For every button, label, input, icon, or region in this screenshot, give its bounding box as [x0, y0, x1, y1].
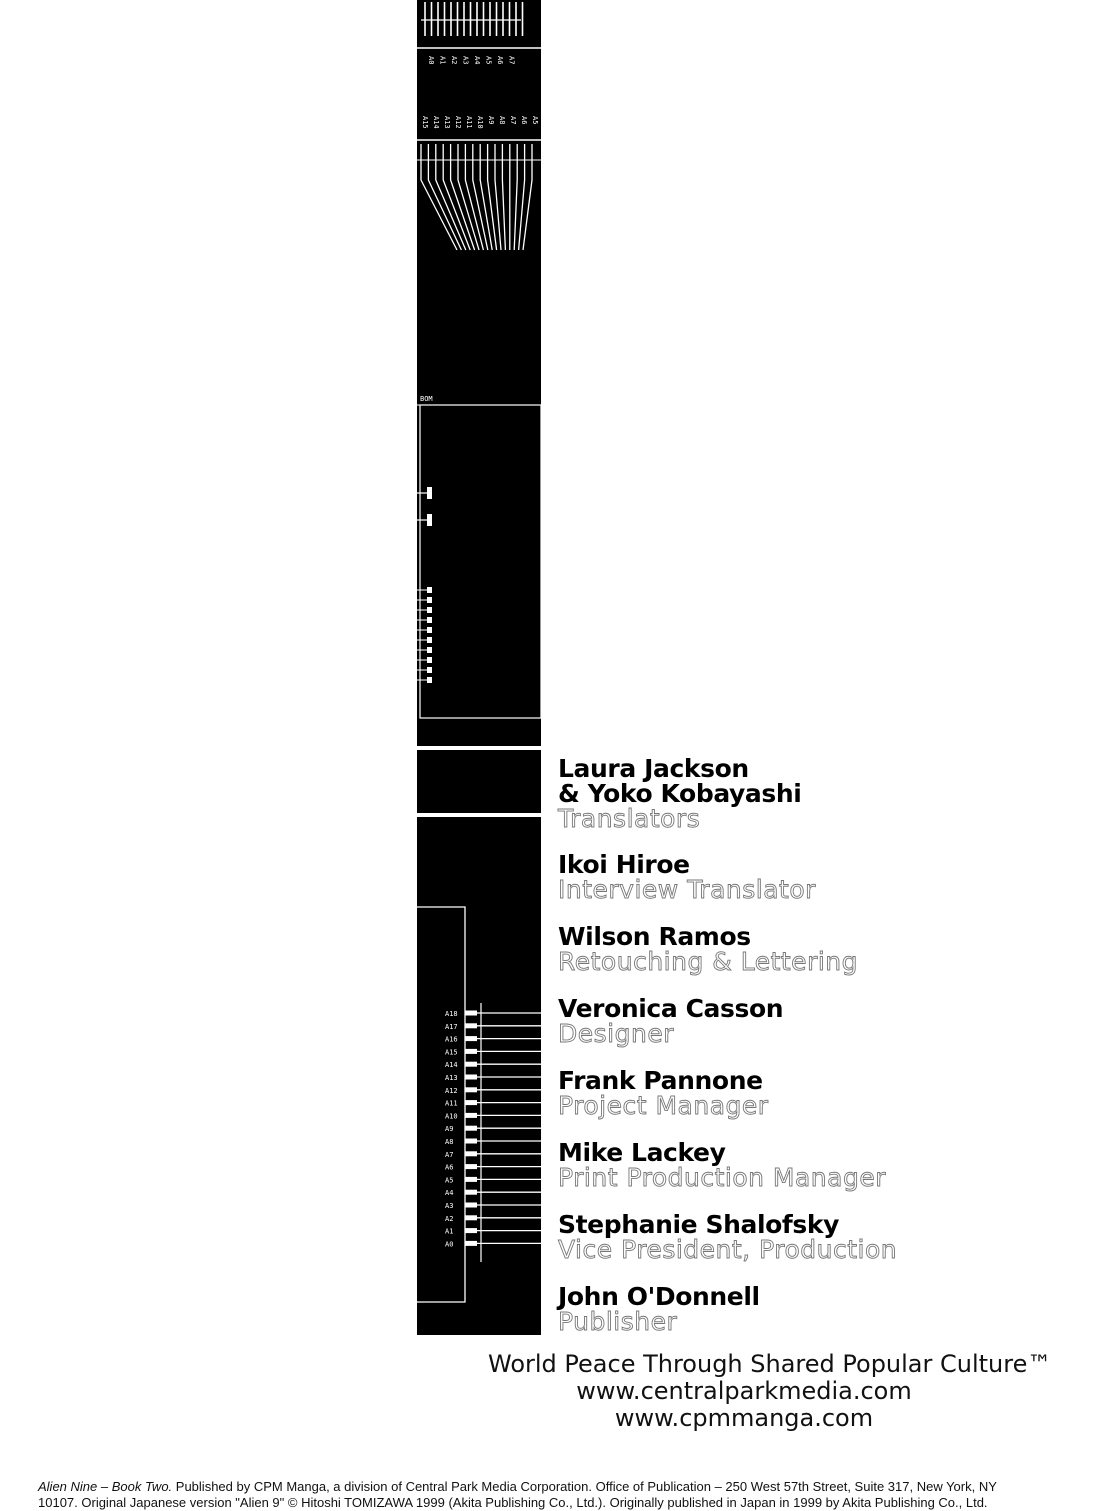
website-url-cpm-manga[interactable]: www.cpmmanga.com — [614, 1404, 874, 1432]
pin-label: A13 — [445, 1074, 458, 1082]
pin-label: A9 — [487, 116, 495, 125]
pin-label: A8 — [445, 1138, 454, 1146]
pin-label: A3 — [445, 1202, 454, 1210]
pin-label: A5 — [484, 56, 493, 65]
pin-pad — [465, 1151, 477, 1156]
pin-label: A3 — [461, 56, 470, 65]
credit-role: Translators — [558, 804, 701, 833]
pin-label: A2 — [445, 1214, 454, 1223]
credit-entry — [558, 1068, 769, 1119]
pin-pad — [465, 1087, 477, 1092]
fineprint-line-2: 10107. Original Japanese version "Alien 9" © Hitoshi TOMIZAWA 1999 (Akita Publishing Co., Ltd.). Originally published in Japan in 1999 by Akita Publishing Co., Ltd. — [38, 1495, 988, 1510]
pin-pad — [465, 1203, 477, 1208]
credit-entry — [558, 1212, 897, 1263]
credit-name: John O'Donnell — [558, 1282, 760, 1311]
credit-name: Laura Jackson — [558, 754, 749, 783]
pin-pad — [465, 1190, 477, 1195]
pin-pad — [465, 1023, 477, 1028]
pin-label: A12 — [454, 116, 462, 129]
pin-pad — [465, 1100, 477, 1105]
fineprint-line-1 — [38, 1479, 1078, 1495]
pin-label: A14 — [445, 1061, 458, 1070]
credit-role: Print Production Manager — [558, 1163, 886, 1192]
pin-label: A6 — [520, 116, 528, 125]
credit-role: Publisher — [558, 1307, 678, 1336]
pin-label: A10 — [476, 116, 484, 129]
pin-label: A5 — [445, 1176, 454, 1185]
pin-pad — [427, 667, 432, 673]
pin-pad — [465, 1215, 477, 1220]
pin-label: A15 — [445, 1048, 458, 1057]
credit-entry — [558, 852, 816, 903]
pin-label: A4 — [473, 56, 481, 65]
credit-name: & Yoko Kobayashi — [558, 779, 802, 808]
pin-pad — [427, 627, 432, 633]
circuit-diagram-strip — [0, 0, 560, 1345]
publication-notice: Published by CPM Manga, a division of Central Park Media Corporation. Office of Publication – 250 West 57th Street, Suite 317, New York, NY — [172, 1479, 997, 1494]
pin-pad — [465, 1177, 477, 1182]
book-title: Alien Nine – Book Two. — [38, 1479, 173, 1494]
pin-pad — [465, 1139, 477, 1144]
chip-label: BOM — [420, 395, 433, 403]
credit-role: Designer — [558, 1019, 674, 1048]
credit-role: Project Manager — [558, 1091, 769, 1120]
credit-name: Stephanie Shalofsky — [558, 1210, 839, 1239]
pin-label: A1 — [438, 56, 447, 65]
pin-pad — [427, 487, 432, 499]
credit-role: Interview Translator — [558, 875, 816, 904]
credit-name: Frank Pannone — [558, 1066, 763, 1095]
pin-label: A0 — [427, 56, 435, 65]
pin-label: A9 — [445, 1125, 454, 1134]
pin-pad — [465, 1049, 477, 1054]
credit-name: Ikoi Hiroe — [558, 850, 690, 879]
pin-label: A18 — [445, 1010, 458, 1018]
pin-pad — [427, 647, 432, 653]
pin-pad — [427, 597, 432, 603]
pin-label: A7 — [507, 56, 516, 65]
credit-entry — [558, 924, 858, 975]
copyright-fineprint — [38, 1479, 1078, 1511]
credit-name: Mike Lackey — [558, 1138, 726, 1167]
credit-entry — [558, 996, 783, 1047]
pin-label: A4 — [445, 1189, 454, 1198]
pin-label: A10 — [445, 1112, 458, 1121]
pin-label: A13 — [443, 116, 451, 129]
pin-pad — [427, 607, 432, 613]
pin-pad — [465, 1228, 477, 1233]
pin-label: A1 — [445, 1227, 454, 1236]
pin-label: A16 — [445, 1035, 458, 1044]
credit-role: Vice President, Production — [558, 1235, 898, 1264]
credit-name: Veronica Casson — [558, 994, 784, 1023]
pin-pad — [427, 637, 432, 643]
pin-label: A6 — [445, 1163, 454, 1172]
pin-label: A12 — [445, 1086, 458, 1095]
pin-label: A0 — [445, 1240, 454, 1249]
credit-entry — [558, 756, 801, 832]
pin-label: A2 — [450, 56, 458, 65]
credit-name: Wilson Ramos — [558, 922, 751, 951]
pin-label: A7 — [509, 116, 517, 125]
pin-pad — [427, 657, 432, 663]
pin-pad — [465, 1241, 477, 1246]
pin-label: A7 — [445, 1150, 454, 1159]
pin-label: A15 — [421, 116, 429, 129]
pin-pad — [427, 514, 432, 526]
pin-pad — [427, 617, 432, 623]
pin-pad — [465, 1062, 477, 1067]
pin-label: A11 — [445, 1099, 458, 1108]
pin-label: A14 — [432, 116, 440, 129]
pin-label: A5 — [531, 116, 539, 125]
pin-pad — [465, 1164, 477, 1169]
pin-label: A6 — [496, 56, 504, 65]
pin-pad — [427, 587, 432, 593]
pin-pad — [465, 1126, 477, 1131]
website-url-central-park-media[interactable]: www.centralparkmedia.com — [576, 1377, 912, 1405]
pin-pad — [427, 677, 432, 683]
pin-label: A8 — [498, 116, 506, 125]
pin-label: A11 — [465, 116, 473, 129]
pin-label: A17 — [445, 1022, 458, 1031]
credit-entry — [558, 1140, 886, 1191]
slogan: World Peace Through Shared Popular Culture™ — [488, 1350, 1052, 1378]
pin-pad — [465, 1011, 477, 1016]
credit-role: Retouching & Lettering — [558, 947, 859, 976]
credit-entry — [558, 1284, 760, 1335]
pin-pad — [465, 1075, 477, 1080]
pin-pad — [465, 1036, 477, 1041]
pin-pad — [465, 1113, 477, 1118]
